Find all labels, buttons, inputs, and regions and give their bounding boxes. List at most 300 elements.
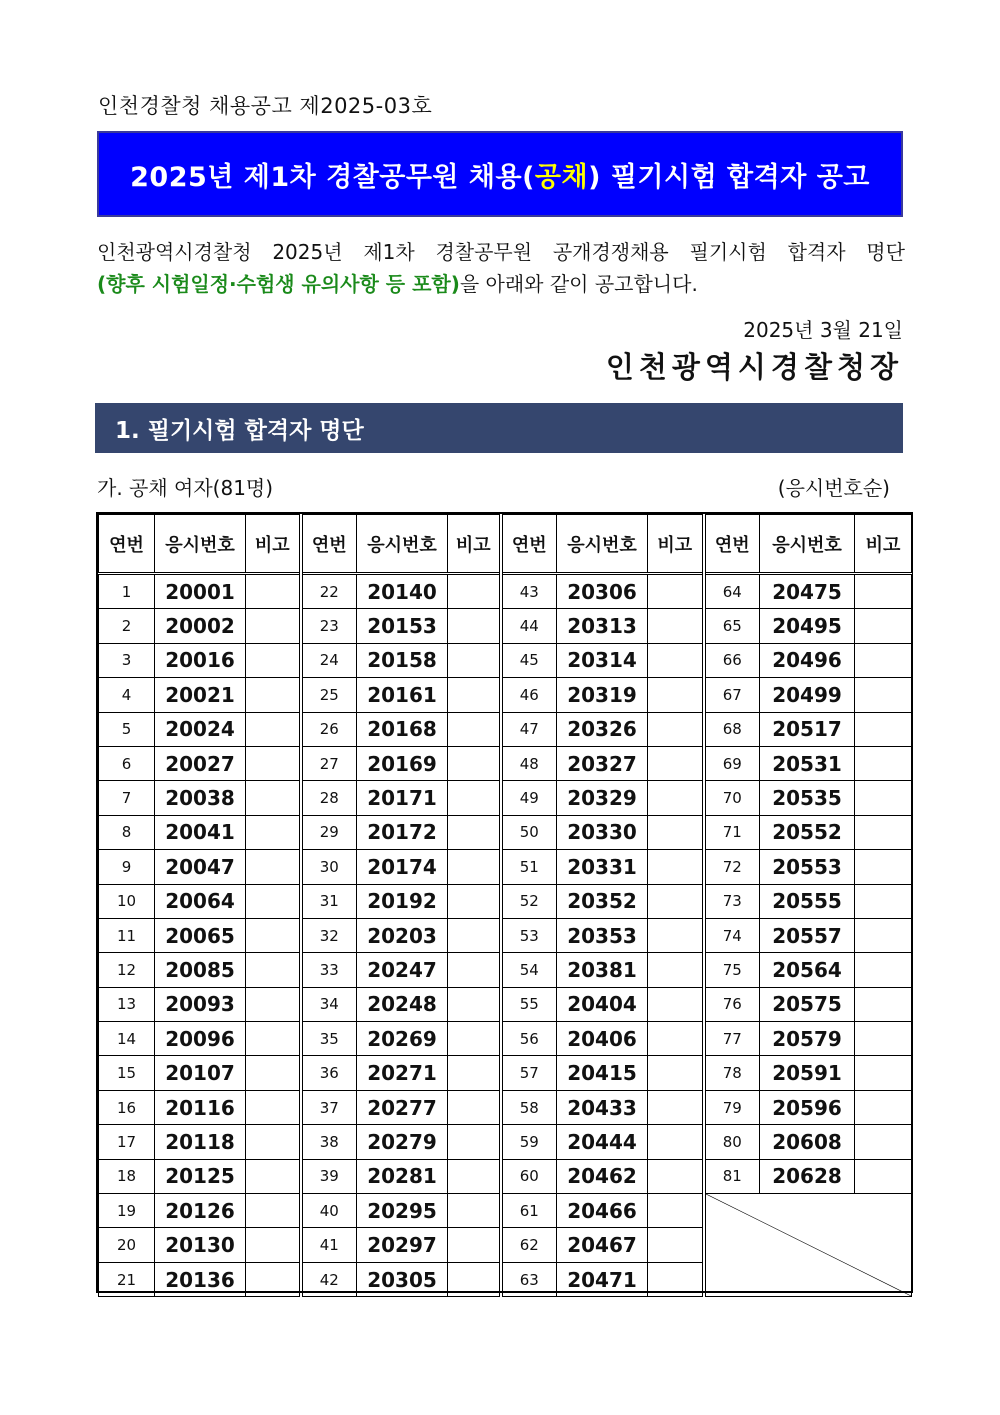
signer: 인천광역시경찰청장 bbox=[605, 350, 903, 384]
notice-date: 2025년 3월 21일 bbox=[743, 318, 903, 342]
exam-number: 20203 bbox=[357, 918, 448, 952]
remarks-cell bbox=[246, 953, 301, 987]
exam-number: 20415 bbox=[557, 1056, 648, 1090]
serial-number: 37 bbox=[301, 1090, 357, 1124]
remarks-cell bbox=[648, 1194, 704, 1228]
exam-number: 20021 bbox=[155, 678, 246, 712]
serial-number: 60 bbox=[501, 1159, 557, 1193]
remarks-cell bbox=[448, 781, 501, 815]
exam-number: 20591 bbox=[760, 1056, 855, 1090]
serial-number: 3 bbox=[99, 643, 155, 677]
serial-number: 30 bbox=[301, 850, 357, 884]
remarks-cell bbox=[246, 987, 301, 1021]
serial-number: 62 bbox=[501, 1228, 557, 1262]
remarks-cell bbox=[648, 1159, 704, 1193]
remarks-cell bbox=[855, 850, 912, 884]
remarks-cell bbox=[448, 850, 501, 884]
exam-number: 20531 bbox=[760, 746, 855, 780]
remarks-cell bbox=[855, 1159, 912, 1193]
remarks-cell bbox=[448, 678, 501, 712]
remarks-cell bbox=[855, 987, 912, 1021]
remarks-cell bbox=[855, 1022, 912, 1056]
serial-number: 15 bbox=[99, 1056, 155, 1090]
serial-number: 1 bbox=[99, 574, 155, 609]
remarks-cell bbox=[648, 1262, 704, 1296]
serial-number: 67 bbox=[704, 678, 760, 712]
serial-number: 27 bbox=[301, 746, 357, 780]
serial-number: 51 bbox=[501, 850, 557, 884]
serial-number: 46 bbox=[501, 678, 557, 712]
exam-number: 20277 bbox=[357, 1090, 448, 1124]
remarks-cell bbox=[246, 574, 301, 609]
serial-number: 69 bbox=[704, 746, 760, 780]
remarks-cell bbox=[648, 884, 704, 918]
intro-word: 명단 bbox=[866, 240, 905, 264]
exam-number: 20535 bbox=[760, 781, 855, 815]
exam-number: 20353 bbox=[557, 918, 648, 952]
exam-number: 20466 bbox=[557, 1194, 648, 1228]
serial-number: 66 bbox=[704, 643, 760, 677]
serial-number: 2 bbox=[99, 609, 155, 643]
exam-number: 20027 bbox=[155, 746, 246, 780]
remarks-cell bbox=[246, 781, 301, 815]
remarks-cell bbox=[448, 1056, 501, 1090]
remarks-cell bbox=[448, 1090, 501, 1124]
exam-number: 20038 bbox=[155, 781, 246, 815]
remarks-cell bbox=[855, 609, 912, 643]
table-row bbox=[99, 574, 912, 609]
serial-number: 22 bbox=[301, 574, 357, 609]
serial-number: 53 bbox=[501, 918, 557, 952]
serial-number: 28 bbox=[301, 781, 357, 815]
exam-number: 20557 bbox=[760, 918, 855, 952]
section-title: 1. 필기시험 합격자 명단 bbox=[95, 403, 903, 453]
results-table-grid bbox=[98, 514, 912, 1297]
remarks-cell bbox=[855, 953, 912, 987]
exam-number: 20471 bbox=[557, 1262, 648, 1296]
column-header: 비고 bbox=[448, 515, 501, 574]
exam-number: 20271 bbox=[357, 1056, 448, 1090]
exam-number: 20306 bbox=[557, 574, 648, 609]
remarks-cell bbox=[448, 746, 501, 780]
serial-number: 52 bbox=[501, 884, 557, 918]
remarks-cell bbox=[448, 1194, 501, 1228]
table-row bbox=[99, 884, 912, 918]
table-row bbox=[99, 643, 912, 677]
exam-number: 20297 bbox=[357, 1228, 448, 1262]
exam-number: 20406 bbox=[557, 1022, 648, 1056]
exam-number: 20517 bbox=[760, 712, 855, 746]
table-row bbox=[99, 746, 912, 780]
serial-number: 74 bbox=[704, 918, 760, 952]
serial-number: 57 bbox=[501, 1056, 557, 1090]
column-header: 응시번호 bbox=[155, 515, 246, 574]
exam-number: 20140 bbox=[357, 574, 448, 609]
title-part2: ) 필기시험 합격자 공고 bbox=[588, 161, 870, 193]
exam-number: 20313 bbox=[557, 609, 648, 643]
serial-number: 26 bbox=[301, 712, 357, 746]
exam-number: 20327 bbox=[557, 746, 648, 780]
exam-number: 20295 bbox=[357, 1194, 448, 1228]
exam-number: 20172 bbox=[357, 815, 448, 849]
exam-number: 20161 bbox=[357, 678, 448, 712]
remarks-cell bbox=[448, 815, 501, 849]
serial-number: 32 bbox=[301, 918, 357, 952]
exam-number: 20169 bbox=[357, 746, 448, 780]
table-row bbox=[99, 1159, 912, 1193]
exam-number: 20192 bbox=[357, 884, 448, 918]
serial-number: 4 bbox=[99, 678, 155, 712]
exam-number: 20331 bbox=[557, 850, 648, 884]
remarks-cell bbox=[855, 574, 912, 609]
exam-number: 20330 bbox=[557, 815, 648, 849]
remarks-cell bbox=[246, 815, 301, 849]
exam-number: 20305 bbox=[357, 1262, 448, 1296]
exam-number: 20279 bbox=[357, 1125, 448, 1159]
remarks-cell bbox=[648, 712, 704, 746]
remarks-cell bbox=[448, 953, 501, 987]
serial-number: 79 bbox=[704, 1090, 760, 1124]
column-header: 응시번호 bbox=[557, 515, 648, 574]
remarks-cell bbox=[448, 987, 501, 1021]
serial-number: 73 bbox=[704, 884, 760, 918]
exam-number: 20575 bbox=[760, 987, 855, 1021]
exam-number: 20248 bbox=[357, 987, 448, 1021]
remarks-cell bbox=[648, 1056, 704, 1090]
exam-number: 20126 bbox=[155, 1194, 246, 1228]
exam-number: 20496 bbox=[760, 643, 855, 677]
serial-number: 42 bbox=[301, 1262, 357, 1296]
table-row bbox=[99, 1056, 912, 1090]
table-row bbox=[99, 850, 912, 884]
remarks-cell bbox=[448, 1022, 501, 1056]
remarks-cell bbox=[246, 1125, 301, 1159]
intro-word: 합격자 bbox=[787, 240, 846, 264]
serial-number: 78 bbox=[704, 1056, 760, 1090]
remarks-cell bbox=[648, 678, 704, 712]
title-highlight: 공채 bbox=[534, 161, 589, 193]
serial-number: 76 bbox=[704, 987, 760, 1021]
exam-number: 20608 bbox=[760, 1125, 855, 1159]
serial-number: 38 bbox=[301, 1125, 357, 1159]
remarks-cell bbox=[648, 1090, 704, 1124]
serial-number: 7 bbox=[99, 781, 155, 815]
remarks-cell bbox=[448, 884, 501, 918]
serial-number: 81 bbox=[704, 1159, 760, 1193]
exam-number: 20352 bbox=[557, 884, 648, 918]
exam-number: 20041 bbox=[155, 815, 246, 849]
intro-word: 2025년 bbox=[272, 240, 343, 264]
serial-number: 54 bbox=[501, 953, 557, 987]
serial-number: 71 bbox=[704, 815, 760, 849]
serial-number: 21 bbox=[99, 1262, 155, 1296]
intro-word: 경찰공무원 bbox=[435, 240, 533, 264]
remarks-cell bbox=[246, 1056, 301, 1090]
serial-number: 77 bbox=[704, 1022, 760, 1056]
serial-number: 20 bbox=[99, 1228, 155, 1262]
remarks-cell bbox=[246, 850, 301, 884]
table-row bbox=[99, 678, 912, 712]
serial-number: 44 bbox=[501, 609, 557, 643]
remarks-cell bbox=[246, 1262, 301, 1296]
serial-number: 10 bbox=[99, 884, 155, 918]
exam-number: 20495 bbox=[760, 609, 855, 643]
remarks-cell bbox=[648, 781, 704, 815]
table-row bbox=[99, 987, 912, 1021]
exam-number: 20171 bbox=[357, 781, 448, 815]
remarks-cell bbox=[648, 987, 704, 1021]
table-row bbox=[99, 781, 912, 815]
exam-number: 20475 bbox=[760, 574, 855, 609]
remarks-cell bbox=[648, 609, 704, 643]
serial-number: 34 bbox=[301, 987, 357, 1021]
remarks-cell bbox=[246, 678, 301, 712]
serial-number: 8 bbox=[99, 815, 155, 849]
column-header: 비고 bbox=[246, 515, 301, 574]
serial-number: 36 bbox=[301, 1056, 357, 1090]
remarks-cell bbox=[648, 1022, 704, 1056]
exam-number: 20628 bbox=[760, 1159, 855, 1193]
remarks-cell bbox=[246, 918, 301, 952]
serial-number: 29 bbox=[301, 815, 357, 849]
serial-number: 25 bbox=[301, 678, 357, 712]
serial-number: 17 bbox=[99, 1125, 155, 1159]
remarks-cell bbox=[855, 712, 912, 746]
table-row bbox=[99, 953, 912, 987]
table-row bbox=[99, 1022, 912, 1056]
intro-word: 필기시험 bbox=[689, 240, 767, 264]
remarks-cell bbox=[648, 1228, 704, 1262]
exam-number: 20125 bbox=[155, 1159, 246, 1193]
remarks-cell bbox=[855, 678, 912, 712]
column-header: 연번 bbox=[99, 515, 155, 574]
notice-number: 인천경찰청 채용공고 제2025-03호 bbox=[98, 94, 433, 118]
serial-number: 72 bbox=[704, 850, 760, 884]
serial-number: 80 bbox=[704, 1125, 760, 1159]
remarks-cell bbox=[246, 1159, 301, 1193]
remarks-cell bbox=[246, 712, 301, 746]
remarks-cell bbox=[246, 1090, 301, 1124]
serial-number: 13 bbox=[99, 987, 155, 1021]
remarks-cell bbox=[246, 884, 301, 918]
remarks-cell bbox=[855, 1125, 912, 1159]
serial-number: 6 bbox=[99, 746, 155, 780]
exam-number: 20136 bbox=[155, 1262, 246, 1296]
remarks-cell bbox=[855, 1056, 912, 1090]
serial-number: 75 bbox=[704, 953, 760, 987]
diagonal-line bbox=[706, 1194, 912, 1296]
serial-number: 40 bbox=[301, 1194, 357, 1228]
exam-number: 20158 bbox=[357, 643, 448, 677]
intro-green-note: (향후 시험일정·수험생 유의사항 등 포함) bbox=[97, 272, 460, 296]
table-row bbox=[99, 1090, 912, 1124]
serial-number: 19 bbox=[99, 1194, 155, 1228]
exam-number: 20326 bbox=[557, 712, 648, 746]
serial-number: 68 bbox=[704, 712, 760, 746]
column-header: 연번 bbox=[704, 515, 760, 574]
exam-number: 20552 bbox=[760, 815, 855, 849]
serial-number: 47 bbox=[501, 712, 557, 746]
remarks-cell bbox=[246, 609, 301, 643]
remarks-cell bbox=[855, 1090, 912, 1124]
exam-number: 20462 bbox=[557, 1159, 648, 1193]
exam-number: 20096 bbox=[155, 1022, 246, 1056]
exam-number: 20329 bbox=[557, 781, 648, 815]
column-header: 연번 bbox=[301, 515, 357, 574]
table-row bbox=[99, 609, 912, 643]
exam-number: 20174 bbox=[357, 850, 448, 884]
remarks-cell bbox=[246, 746, 301, 780]
remarks-cell bbox=[855, 781, 912, 815]
title-part1: 2025년 제1차 경찰공무원 채용( bbox=[130, 161, 535, 193]
remarks-cell bbox=[246, 1022, 301, 1056]
serial-number: 9 bbox=[99, 850, 155, 884]
column-header: 응시번호 bbox=[760, 515, 855, 574]
exam-number: 20065 bbox=[155, 918, 246, 952]
table-row bbox=[99, 712, 912, 746]
exam-number: 20247 bbox=[357, 953, 448, 987]
remarks-cell bbox=[648, 918, 704, 952]
serial-number: 18 bbox=[99, 1159, 155, 1193]
exam-number: 20555 bbox=[760, 884, 855, 918]
column-header: 연번 bbox=[501, 515, 557, 574]
exam-number: 20319 bbox=[557, 678, 648, 712]
remarks-cell bbox=[648, 643, 704, 677]
serial-number: 31 bbox=[301, 884, 357, 918]
exam-number: 20016 bbox=[155, 643, 246, 677]
exam-number: 20553 bbox=[760, 850, 855, 884]
remarks-cell bbox=[448, 1125, 501, 1159]
exam-number: 20107 bbox=[155, 1056, 246, 1090]
serial-number: 24 bbox=[301, 643, 357, 677]
intro-word: 제1차 bbox=[363, 240, 415, 264]
exam-number: 20444 bbox=[557, 1125, 648, 1159]
remarks-cell bbox=[648, 574, 704, 609]
serial-number: 41 bbox=[301, 1228, 357, 1262]
intro-line2-rest: 을 아래와 같이 공고합니다. bbox=[459, 272, 698, 296]
sort-note: (응시번호순) bbox=[777, 476, 890, 500]
empty-diagonal-cell bbox=[704, 1194, 912, 1297]
intro-word: 공개경쟁채용 bbox=[552, 240, 669, 264]
exam-number: 20314 bbox=[557, 643, 648, 677]
exam-number: 20116 bbox=[155, 1090, 246, 1124]
serial-number: 35 bbox=[301, 1022, 357, 1056]
serial-number: 11 bbox=[99, 918, 155, 952]
serial-number: 48 bbox=[501, 746, 557, 780]
serial-number: 50 bbox=[501, 815, 557, 849]
serial-number: 43 bbox=[501, 574, 557, 609]
serial-number: 70 bbox=[704, 781, 760, 815]
exam-number: 20579 bbox=[760, 1022, 855, 1056]
exam-number: 20153 bbox=[357, 609, 448, 643]
serial-number: 64 bbox=[704, 574, 760, 609]
exam-number: 20002 bbox=[155, 609, 246, 643]
remarks-cell bbox=[448, 712, 501, 746]
remarks-cell bbox=[855, 746, 912, 780]
remarks-cell bbox=[855, 884, 912, 918]
remarks-cell bbox=[246, 643, 301, 677]
serial-number: 65 bbox=[704, 609, 760, 643]
serial-number: 23 bbox=[301, 609, 357, 643]
exam-number: 20596 bbox=[760, 1090, 855, 1124]
column-header: 응시번호 bbox=[357, 515, 448, 574]
exam-number: 20381 bbox=[557, 953, 648, 987]
exam-number: 20499 bbox=[760, 678, 855, 712]
remarks-cell bbox=[448, 574, 501, 609]
serial-number: 5 bbox=[99, 712, 155, 746]
exam-number: 20168 bbox=[357, 712, 448, 746]
remarks-cell bbox=[855, 815, 912, 849]
column-header: 비고 bbox=[648, 515, 704, 574]
remarks-cell bbox=[648, 850, 704, 884]
remarks-cell bbox=[448, 1159, 501, 1193]
serial-number: 56 bbox=[501, 1022, 557, 1056]
remarks-cell bbox=[648, 1125, 704, 1159]
exam-number: 20269 bbox=[357, 1022, 448, 1056]
serial-number: 45 bbox=[501, 643, 557, 677]
exam-number: 20130 bbox=[155, 1228, 246, 1262]
intro-paragraph bbox=[97, 236, 905, 300]
page-title bbox=[97, 131, 903, 217]
exam-number: 20281 bbox=[357, 1159, 448, 1193]
table-row bbox=[99, 1194, 912, 1228]
exam-number: 20001 bbox=[155, 574, 246, 609]
remarks-cell bbox=[855, 918, 912, 952]
remarks-cell bbox=[648, 815, 704, 849]
table-row bbox=[99, 918, 912, 952]
exam-number: 20024 bbox=[155, 712, 246, 746]
exam-number: 20085 bbox=[155, 953, 246, 987]
serial-number: 12 bbox=[99, 953, 155, 987]
remarks-cell bbox=[246, 1194, 301, 1228]
column-header: 비고 bbox=[855, 515, 912, 574]
results-table bbox=[96, 512, 913, 1293]
serial-number: 49 bbox=[501, 781, 557, 815]
exam-number: 20467 bbox=[557, 1228, 648, 1262]
serial-number: 59 bbox=[501, 1125, 557, 1159]
intro-word: 인천광역시경찰청 bbox=[97, 240, 252, 264]
remarks-cell bbox=[648, 746, 704, 780]
serial-number: 16 bbox=[99, 1090, 155, 1124]
serial-number: 14 bbox=[99, 1022, 155, 1056]
exam-number: 20404 bbox=[557, 987, 648, 1021]
serial-number: 39 bbox=[301, 1159, 357, 1193]
remarks-cell bbox=[246, 1228, 301, 1262]
remarks-cell bbox=[448, 918, 501, 952]
remarks-cell bbox=[448, 609, 501, 643]
exam-number: 20047 bbox=[155, 850, 246, 884]
remarks-cell bbox=[448, 1262, 501, 1296]
remarks-cell bbox=[855, 643, 912, 677]
serial-number: 63 bbox=[501, 1262, 557, 1296]
exam-number: 20564 bbox=[760, 953, 855, 987]
remarks-cell bbox=[448, 1228, 501, 1262]
intro-line1 bbox=[97, 236, 905, 268]
serial-number: 33 bbox=[301, 953, 357, 987]
serial-number: 58 bbox=[501, 1090, 557, 1124]
exam-number: 20118 bbox=[155, 1125, 246, 1159]
remarks-cell bbox=[648, 953, 704, 987]
table-row bbox=[99, 815, 912, 849]
intro-line2 bbox=[97, 268, 905, 300]
serial-number: 55 bbox=[501, 987, 557, 1021]
table-row bbox=[99, 1125, 912, 1159]
exam-number: 20093 bbox=[155, 987, 246, 1021]
exam-number: 20433 bbox=[557, 1090, 648, 1124]
subheading: 가. 공채 여자(81명) bbox=[97, 476, 274, 500]
remarks-cell bbox=[448, 643, 501, 677]
serial-number: 61 bbox=[501, 1194, 557, 1228]
